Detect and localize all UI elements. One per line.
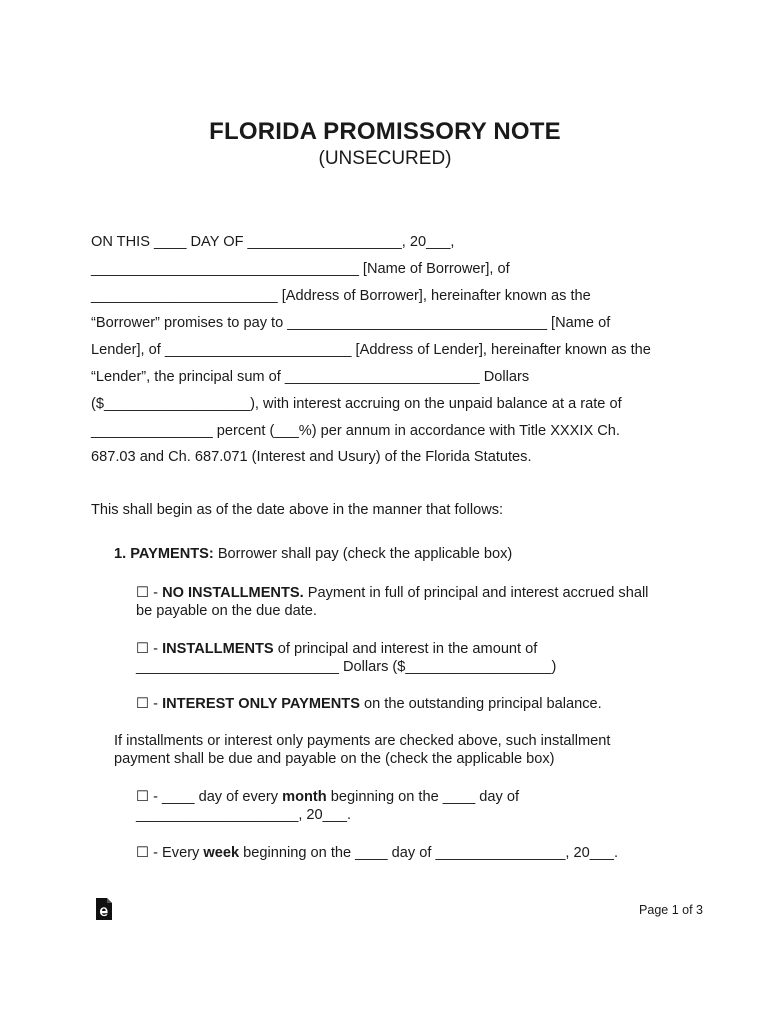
option-installments[interactable] (136, 640, 537, 657)
option-heading: INSTALLMENTS (162, 641, 274, 657)
option-interest-only[interactable] (136, 695, 602, 712)
checkbox-prefix: ☐ - (136, 585, 163, 601)
option-text: Payment in full of principal and interest accrued shall (303, 585, 649, 601)
option-heading: NO INSTALLMENTS. (162, 585, 304, 601)
checkbox-prefix: ☐ - Every (136, 845, 204, 861)
option-continuation: ____________________, 20___. (136, 807, 352, 823)
intro-line: “Lender”, the principal sum of ________________________ Dollars (91, 369, 530, 385)
begin-statement: This shall begin as of the date above in the manner that follows: (91, 502, 504, 518)
section-payments (114, 546, 512, 562)
schedule-intro-line: If installments or interest only payments are checked above, such installment (114, 733, 611, 749)
section-text: Borrower shall pay (check the applicable box) (213, 546, 513, 562)
option-text: beginning on the ____ day of ________________, 20___. (239, 845, 619, 861)
option-text: on the outstanding principal balance. (359, 696, 602, 712)
intro-line: Lender], of _______________________ [Address of Lender], hereinafter known as the (91, 342, 651, 358)
schedule-monthly[interactable] (136, 788, 519, 805)
intro-line: _________________________________ [Name of Borrower], of (91, 261, 510, 277)
checkbox-prefix: ☐ - (136, 641, 163, 657)
intro-line: _______________________ [Address of Borrower], hereinafter known as the (91, 288, 591, 304)
option-heading: INTEREST ONLY PAYMENTS (162, 696, 360, 712)
intro-line: 687.03 and Ch. 687.071 (Interest and Usury) of the Florida Statutes. (91, 449, 532, 465)
document-subtitle: (UNSECURED) (318, 148, 452, 169)
option-continuation: _________________________ Dollars ($__________________) (136, 659, 557, 675)
page-number: Page 1 of 3 (639, 903, 703, 917)
option-no-installments[interactable] (136, 584, 648, 601)
option-continuation: be payable on the due date. (136, 603, 317, 619)
section-number: 1. (114, 546, 127, 562)
checkbox-prefix: ☐ - ____ day of every (136, 789, 283, 805)
intro-line: _______________ percent (___%) per annum in accordance with Title XXXIX Ch. (91, 423, 620, 439)
checkbox-prefix: ☐ - (136, 696, 163, 712)
option-heading: month (282, 789, 327, 805)
option-heading: week (203, 845, 240, 861)
section-heading: PAYMENTS: (130, 546, 214, 562)
eforms-logo-icon (95, 897, 113, 921)
option-text: beginning on the ____ day of (326, 789, 520, 805)
schedule-weekly[interactable] (136, 844, 618, 861)
intro-line: ($__________________), with interest accruing on the unpaid balance at a rate of (91, 396, 622, 412)
intro-line: ON THIS ____ DAY OF ___________________, 20___, (91, 234, 455, 250)
document-title: FLORIDA PROMISSORY NOTE (209, 118, 561, 145)
intro-line: “Borrower” promises to pay to ________________________________ [Name of (91, 315, 611, 331)
option-text: of principal and interest in the amount of (273, 641, 538, 657)
schedule-intro-line: payment shall be due and payable on the (check the applicable box) (114, 751, 555, 767)
